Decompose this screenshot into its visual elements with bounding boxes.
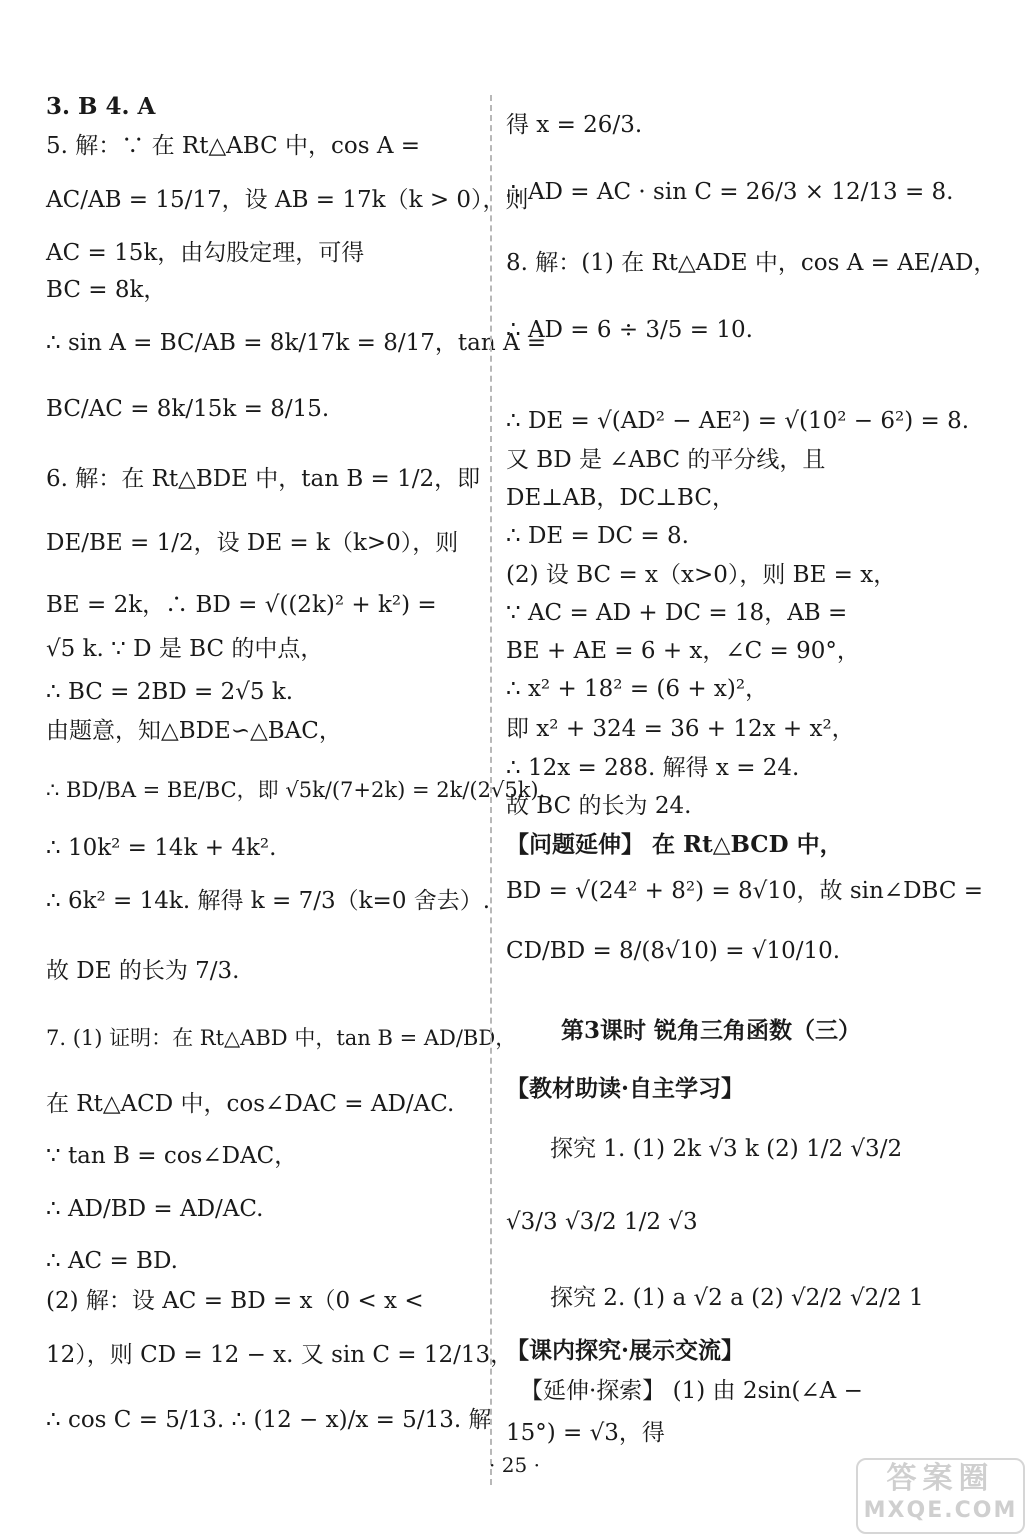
problem-extension-heading: 【问题延伸】 在 Rt△BCD 中， (506, 831, 843, 858)
left-line-12: ∴ BC = 2BD = 2√5 k. (46, 679, 294, 705)
watermark-logo (856, 1458, 1025, 1534)
right-line-1: 得 x = 26/3. (506, 112, 643, 138)
lesson-title: 第3课时 锐角三角函数（三） (561, 1017, 862, 1044)
section-heading-self-study: 【教材助读·自主学习】 (506, 1075, 745, 1102)
page-number: · 25 · (489, 1453, 540, 1477)
right-line-22: √3/3 √3/2 1/2 √3 (506, 1209, 698, 1235)
right-line-17: BD = √(24² + 8²) = 8√10，故 sin∠DBC = (506, 878, 984, 904)
left-line-14: ∴ BD/BA = BE/BC，即 √5k/(7+2k) = 2k/(2√5k). (46, 778, 546, 802)
right-line-11: BE + AE = 6 + x，∠C = 90°， (506, 638, 860, 664)
left-line-15: ∴ 10k² = 14k + 4k². (46, 835, 277, 861)
right-line-13: 即 x² + 324 = 36 + 12x + x²， (506, 716, 855, 742)
right-line-4: ∴ AD = 6 ÷ 3/5 = 10. (506, 317, 753, 343)
right-line-15: 故 BC 的长为 24. (506, 793, 692, 819)
right-line-25: 【延伸·探索】 (1) 由 2sin(∠A − (520, 1378, 863, 1404)
watermark-url: MXQE.COM (863, 1498, 1018, 1523)
right-line-6: 又 BD 是 ∠ABC 的平分线，且 (506, 447, 826, 473)
left-line-24: 12），则 CD = 12 − x. 又 sin C = 12/13， (46, 1342, 514, 1368)
left-line-19: 在 Rt△ACD 中，cos∠DAC = AD/AC. (46, 1091, 455, 1117)
left-line-2: 5. 解：∵ 在 Rt△ABC 中，cos A = (46, 133, 421, 159)
left-line-20: ∵ tan B = cos∠DAC， (46, 1143, 298, 1169)
left-line-5: BC = 8k， (46, 277, 167, 303)
left-line-3: AC/AB = 15/17，设 AB = 17k（k > 0），则 (46, 187, 529, 213)
left-line-13: 由题意，知△BDE∽△BAC， (46, 718, 342, 744)
left-line-11: √5 k. ∵ D 是 BC 的中点， (46, 636, 324, 662)
right-line-9: (2) 设 BC = x（x>0），则 BE = x， (506, 562, 897, 588)
left-line-18: 7. (1) 证明：在 Rt△ABD 中，tan B = AD/BD， (46, 1026, 517, 1050)
left-line-21: ∴ AD/BD = AD/AC. (46, 1196, 264, 1222)
right-line-23: 探究 2. (1) a √2 a (2) √2/2 √2/2 1 (550, 1285, 924, 1311)
left-line-8: 6. 解：在 Rt△BDE 中，tan B = 1/2，即 (46, 466, 481, 492)
left-line-4: AC = 15k，由勾股定理，可得 (46, 240, 365, 266)
right-line-7: DE⊥AB，DC⊥BC， (506, 485, 735, 511)
right-line-2: ∴ AD = AC · sin C = 26/3 × 12/13 = 8. (506, 179, 954, 205)
left-line-9: DE/BE = 1/2，设 DE = k（k>0），则 (46, 530, 459, 556)
right-line-12: ∴ x² + 18² = (6 + x)²， (506, 676, 769, 702)
left-line-10: BE = 2k，∴ BD = √((2k)² + k²) = (46, 592, 437, 618)
right-line-18: CD/BD = 8/(8√10) = √10/10. (506, 938, 841, 964)
right-line-26: 15°) = √3，得 (506, 1420, 665, 1446)
left-line-1: 3. B 4. A (46, 93, 156, 120)
right-line-21: 探究 1. (1) 2k √3 k (2) 1/2 √3/2 (550, 1136, 903, 1162)
right-line-3: 8. 解：(1) 在 Rt△ADE 中，cos A = AE/AD， (506, 250, 997, 276)
column-divider (490, 95, 492, 1485)
left-line-6: ∴ sin A = BC/AB = 8k/17k = 8/17，tan A = (46, 330, 547, 356)
watermark-text: 答案圈 (886, 1461, 995, 1496)
left-line-22: ∴ AC = BD. (46, 1248, 178, 1274)
left-line-16: ∴ 6k² = 14k. 解得 k = 7/3（k=0 舍去）. (46, 888, 491, 914)
left-line-7: BC/AC = 8k/15k = 8/15. (46, 396, 330, 422)
left-line-17: 故 DE 的长为 7/3. (46, 958, 240, 984)
section-heading-class-inquiry: 【课内探究·展示交流】 (506, 1337, 745, 1364)
left-line-23: (2) 解：设 AC = BD = x（0 < x < (46, 1288, 424, 1314)
right-line-8: ∴ DE = DC = 8. (506, 523, 689, 549)
right-line-10: ∵ AC = AD + DC = 18，AB = (506, 600, 848, 626)
left-line-25: ∴ cos C = 5/13. ∴ (12 − x)/x = 5/13. 解 (46, 1407, 492, 1433)
right-line-5: ∴ DE = √(AD² − AE²) = √(10² − 6²) = 8. (506, 408, 970, 434)
right-line-14: ∴ 12x = 288. 解得 x = 24. (506, 755, 800, 781)
